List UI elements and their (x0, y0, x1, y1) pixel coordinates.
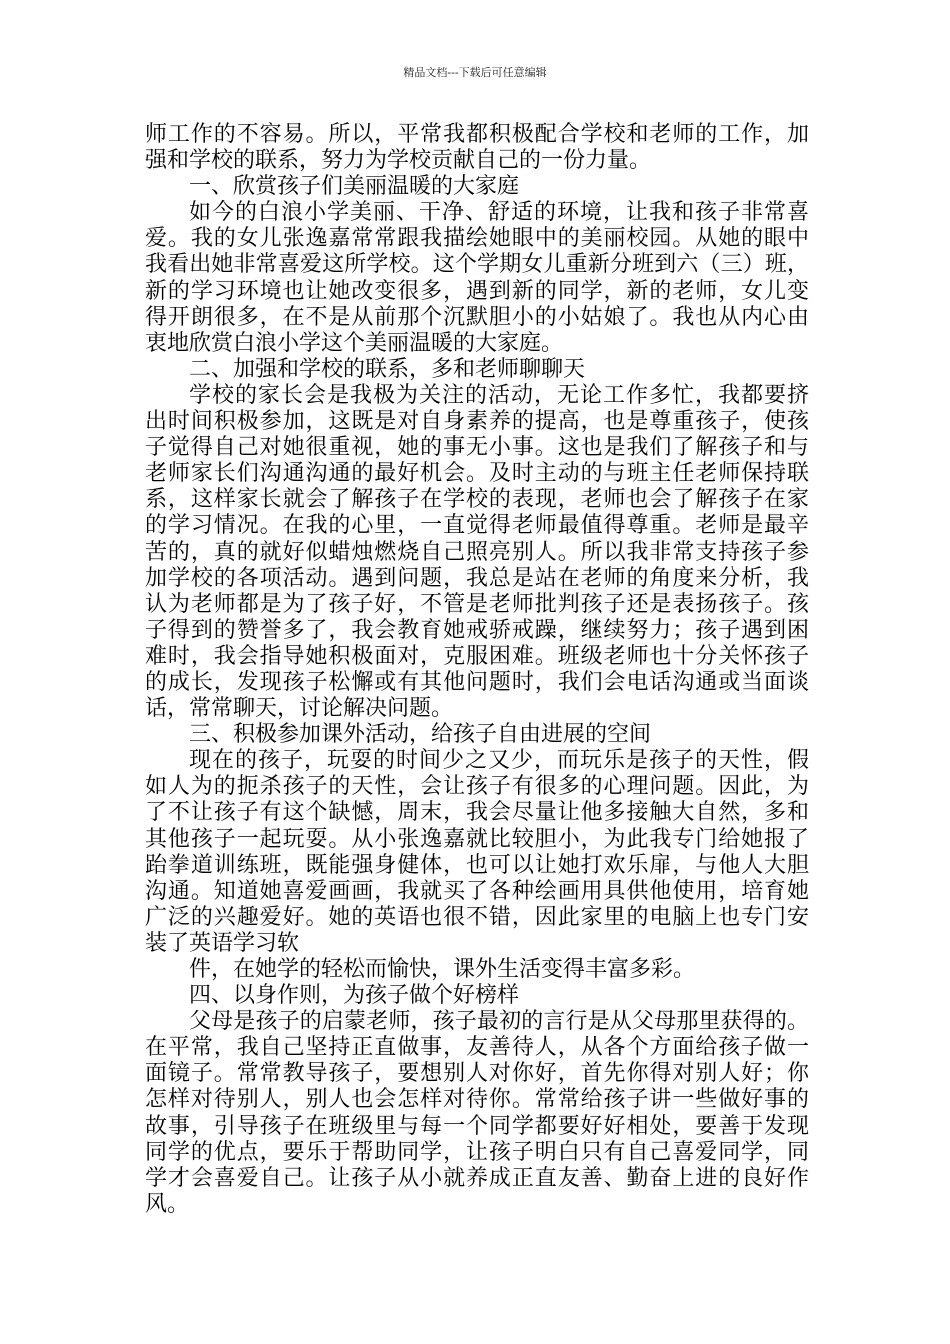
section-heading: 四、以身作则，为孩子做个好榜样 (189, 983, 520, 1009)
text-line: 件，在她学的轻松而愉快，课外生活变得丰富多彩。 (189, 957, 696, 982)
text-line: 同学的优点，要乐于帮助同学，让孩子明白只有自己喜爱同学，同 (145, 1139, 809, 1165)
text-line: 我看出她非常喜爱这所学校。这个学期女儿重新分班到六（三）班， (145, 252, 809, 278)
text-line: 故事，引导孩子在班级里与每一个同学都要好好相处，要善于发现 (145, 1113, 809, 1139)
text-line: 沟通。知道她喜爱画画，我就买了各种绘画用具供他使用，培育她 (145, 878, 809, 904)
text-line: 出时间积极参加，这既是对自身素养的提高，也是尊重孩子，使孩 (145, 409, 809, 435)
text-line: 话，常常聊天，讨论解决问题。 (145, 696, 454, 722)
text-line: 强和学校的联系，努力为学校贡献自己的一份力量。 (145, 148, 652, 174)
text-line: 怎样对待别人，别人也会怎样对待你。常常给孩子讲一些做好事的 (145, 1087, 809, 1113)
section-heading: 三、积极参加课外活动，给孩子自由进展的空间 (189, 722, 652, 748)
text-line: 广泛的兴趣爱好。她的英语也很不错，因此家里的电脑上也专门安 (145, 904, 809, 930)
text-line: 跆拳道训练班，既能强身健体，也可以让她打欢乐扉，与他人大胆 (145, 852, 809, 878)
text-line: 学才会喜爱自己。让孩子从小就养成正直友善、勤奋上进的良好作 (145, 1165, 809, 1191)
text-line: 爱。我的女儿张逸嘉常常跟我描绘她眼中的美丽校园。从她的眼中 (145, 226, 809, 252)
text-line: 面镜子。常常教导孩子，要想别人对你好，首先你得对别人好；你 (145, 1061, 809, 1087)
text-line: 了不让孩子有这个缺憾，周末，我会尽量让他多接触大自然，多和 (145, 800, 809, 826)
text-line: 子觉得自己对她很重视，她的事无小事。这也是我们了解孩子和与 (145, 435, 809, 461)
text-line: 苦的，真的就好似蜡烛燃烧自己照亮别人。所以我非常支持孩子参 (145, 539, 809, 565)
text-line: 风。 (145, 1191, 190, 1217)
text-line: 学校的家长会是我极为关注的活动，无论工作多忙，我都要挤 (189, 382, 809, 408)
text-line: 如今的白浪小学美丽、干净、舒适的环境，让我和孩子非常喜 (189, 200, 809, 226)
text-line: 师工作的不容易。所以，平常我都积极配合学校和老师的工作，加 (145, 122, 809, 147)
text-line: 装了英语学习软 (145, 930, 300, 956)
text-line: 衷地欣赏白浪小学这个美丽温暖的大家庭。 (145, 330, 564, 356)
section-heading: 二、加强和学校的联系，多和老师聊聊天 (189, 356, 586, 382)
section-heading: 一、欣赏孩子们美丽温暖的大家庭 (189, 174, 520, 200)
text-line: 老师家长们沟通沟通的最好机会。及时主动的与班主任老师保持联 (145, 461, 809, 487)
text-line: 得开朗很多，在不是从前那个沉默胆小的小姑娘了。我也从内心由 (145, 304, 809, 330)
text-line: 在平常，我自己坚持正直做事，友善待人，从各个方面给孩子做一 (145, 1035, 809, 1061)
text-line: 的学习情况。在我的心里，一直觉得老师最值得尊重。老师是最辛 (145, 513, 809, 539)
page-header: 精品文档---下载后可任意编辑 (403, 66, 547, 79)
text-line: 父母是孩子的启蒙老师，孩子最初的言行是从父母那里获得的。 (189, 1009, 809, 1035)
text-line: 如人为的扼杀孩子的天性，会让孩子有很多的心理问题。因此，为 (145, 774, 809, 800)
document-body (145, 122, 809, 1218)
text-line: 认为老师都是为了孩子好，不管是老师批判孩子还是表扬孩子。孩 (145, 591, 809, 617)
text-line: 其他孩子一起玩耍。从小张逸嘉就比较胆小，为此我专门给她报了 (145, 826, 809, 852)
text-line: 子得到的赞誉多了，我会教育她戒骄戒躁，继续努力；孩子遇到困 (145, 617, 809, 643)
text-line: 现在的孩子，玩耍的时间少之又少，而玩乐是孩子的天性，假 (189, 748, 809, 774)
text-line: 系，这样家长就会了解孩子在学校的表现，老师也会了解孩子在家 (145, 487, 809, 513)
text-line: 的成长，发现孩子松懈或有其他问题时，我们会电话沟通或当面谈 (145, 669, 809, 695)
text-line: 新的学习环境也让她改变很多，遇到新的同学，新的老师，女儿变 (145, 278, 809, 304)
text-line: 加学校的各项活动。遇到问题，我总是站在老师的角度来分析，我 (145, 565, 809, 591)
text-line: 难时，我会指导她积极面对，克服困难。班级老师也十分关怀孩子 (145, 643, 809, 669)
